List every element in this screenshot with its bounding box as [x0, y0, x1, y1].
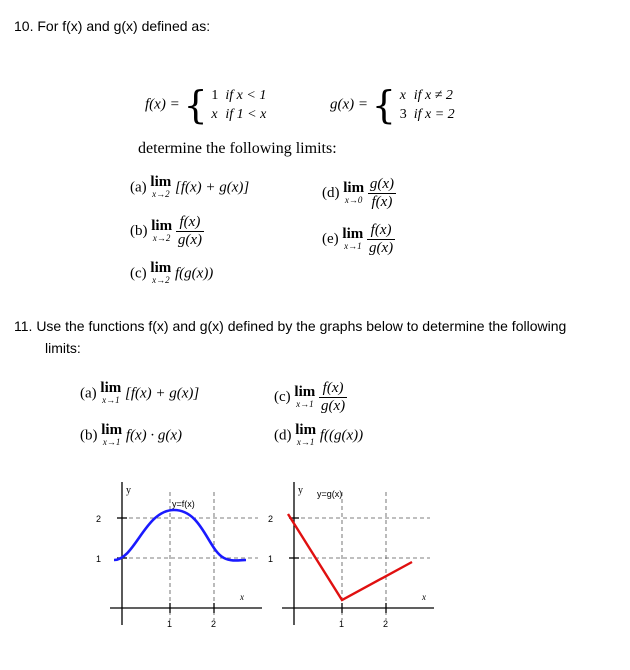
y-tick-label-2: 2: [268, 514, 274, 524]
lim-subscript: x→2: [152, 275, 170, 285]
item-label: (a): [130, 179, 147, 196]
g-definition: [330, 83, 455, 127]
item-label: (c): [130, 265, 147, 282]
limit-expression: f(g(x)): [175, 265, 214, 282]
g-brace: {: [371, 83, 396, 127]
lim-subscript: x→2: [152, 189, 170, 199]
lim-word: lim: [100, 380, 122, 396]
x-tick-label-1: 1: [339, 619, 345, 629]
limit-expression: [f(x) + g(x)]: [125, 385, 200, 402]
problem-10a: [130, 176, 249, 200]
fraction-numerator: f(x): [367, 222, 395, 240]
limit-fraction: [319, 380, 347, 415]
problem-11-intro: 11. Use the functions f(x) and g(x) defined by the graphs below to determine the following: [14, 318, 567, 334]
problem-10-intro: 10. For f(x) and g(x) defined as:: [14, 18, 211, 34]
limit-operator: [150, 262, 171, 286]
limit-operator: [295, 424, 316, 448]
limit-fraction: [176, 214, 204, 249]
lim-word: lim: [151, 217, 173, 234]
limit-expression: f(x) · g(x): [125, 427, 183, 444]
item-label: (b): [80, 427, 98, 444]
function-label: y=g(x): [317, 489, 343, 499]
grid-lines: [122, 492, 258, 620]
lim-word: lim: [101, 422, 123, 438]
lim-subscript: x→1: [102, 395, 120, 405]
lim-subscript: x→0: [344, 194, 363, 205]
lim-subscript: x→1: [102, 437, 121, 447]
f-definition: [145, 83, 266, 127]
f-case1-condition: if x < 1: [225, 88, 267, 103]
lim-word: lim: [295, 422, 317, 438]
lim-word: lim: [150, 174, 172, 190]
limit-operator: [100, 382, 121, 406]
problem-11b: [80, 424, 182, 448]
fraction-numerator: f(x): [176, 214, 204, 232]
f-case1-value: 1: [211, 88, 219, 103]
problem-11c: [274, 380, 347, 415]
fraction-denominator: g(x): [321, 398, 346, 414]
f-brace: {: [183, 83, 208, 127]
g-curve: [288, 514, 412, 600]
f-cases: [211, 86, 266, 124]
item-label: (a): [80, 385, 97, 402]
g-name: g(x) =: [330, 96, 369, 113]
g-cases: [400, 86, 455, 124]
lim-word: lim: [342, 225, 364, 242]
x-axis-label: x: [422, 592, 426, 602]
limit-fraction: [367, 222, 395, 257]
lim-subscript: x→1: [344, 240, 362, 251]
problem-10e: [322, 222, 395, 257]
x-axis-label: x: [240, 592, 244, 602]
fraction-numerator: f(x): [319, 380, 347, 398]
lim-word: lim: [294, 383, 316, 400]
item-label: (c): [274, 389, 291, 405]
y-tick-label-2: 2: [96, 514, 102, 524]
limit-operator: [150, 176, 171, 200]
g-case1-condition: if x ≠ 2: [413, 88, 453, 103]
limit-operator: [151, 217, 173, 244]
problem-11-intro-cont: limits:: [45, 340, 81, 356]
graph-f: [90, 480, 270, 630]
y-tick-label-1: 1: [268, 554, 274, 564]
graph-g: [262, 480, 442, 630]
problem-11a: [80, 382, 199, 406]
limit-expression: [f(x) + g(x)]: [175, 179, 250, 196]
problem-10d: [322, 176, 396, 211]
limit-expression: f((g(x)): [319, 427, 364, 444]
lim-subscript: x→1: [296, 437, 315, 447]
limit-operator: [342, 225, 364, 252]
item-label: (e): [322, 231, 339, 247]
lim-subscript: x→1: [296, 398, 314, 409]
x-tick-label-2: 2: [211, 619, 217, 629]
function-label: y=f(x): [172, 499, 195, 509]
lim-word: lim: [150, 260, 172, 276]
f-curve: [114, 510, 246, 561]
fraction-denominator: g(x): [177, 232, 202, 248]
y-axis-label: y: [298, 485, 303, 496]
g-case2-value: 3: [399, 107, 407, 122]
lim-word: lim: [343, 179, 365, 196]
limit-operator: [294, 383, 316, 410]
problem-10b: [130, 214, 204, 249]
problem-10c: [130, 262, 213, 286]
item-label: (d): [274, 427, 292, 444]
problem-10-prompt: determine the following limits:: [138, 140, 337, 157]
y-tick-label-1: 1: [96, 554, 102, 564]
f-case2-value: x: [211, 107, 218, 122]
limit-operator: [343, 179, 365, 206]
y-axis-label: y: [126, 485, 131, 496]
fraction-numerator: g(x): [369, 176, 394, 192]
g-case2-condition: if x = 2: [413, 107, 455, 122]
limit-fraction: [368, 176, 396, 211]
item-label: (b): [130, 223, 148, 239]
x-tick-label-2: 2: [383, 619, 389, 629]
item-label: (d): [322, 185, 340, 201]
g-case1-value: x: [399, 88, 406, 103]
x-tick-label-1: 1: [167, 619, 173, 629]
f-case2-condition: if 1 < x: [225, 107, 267, 122]
fraction-denominator: g(x): [369, 240, 394, 256]
lim-subscript: x→2: [152, 232, 171, 243]
problem-11d: [274, 424, 363, 448]
fraction-denominator: f(x): [371, 194, 393, 210]
limit-operator: [101, 424, 122, 448]
f-name: f(x) =: [145, 96, 180, 113]
